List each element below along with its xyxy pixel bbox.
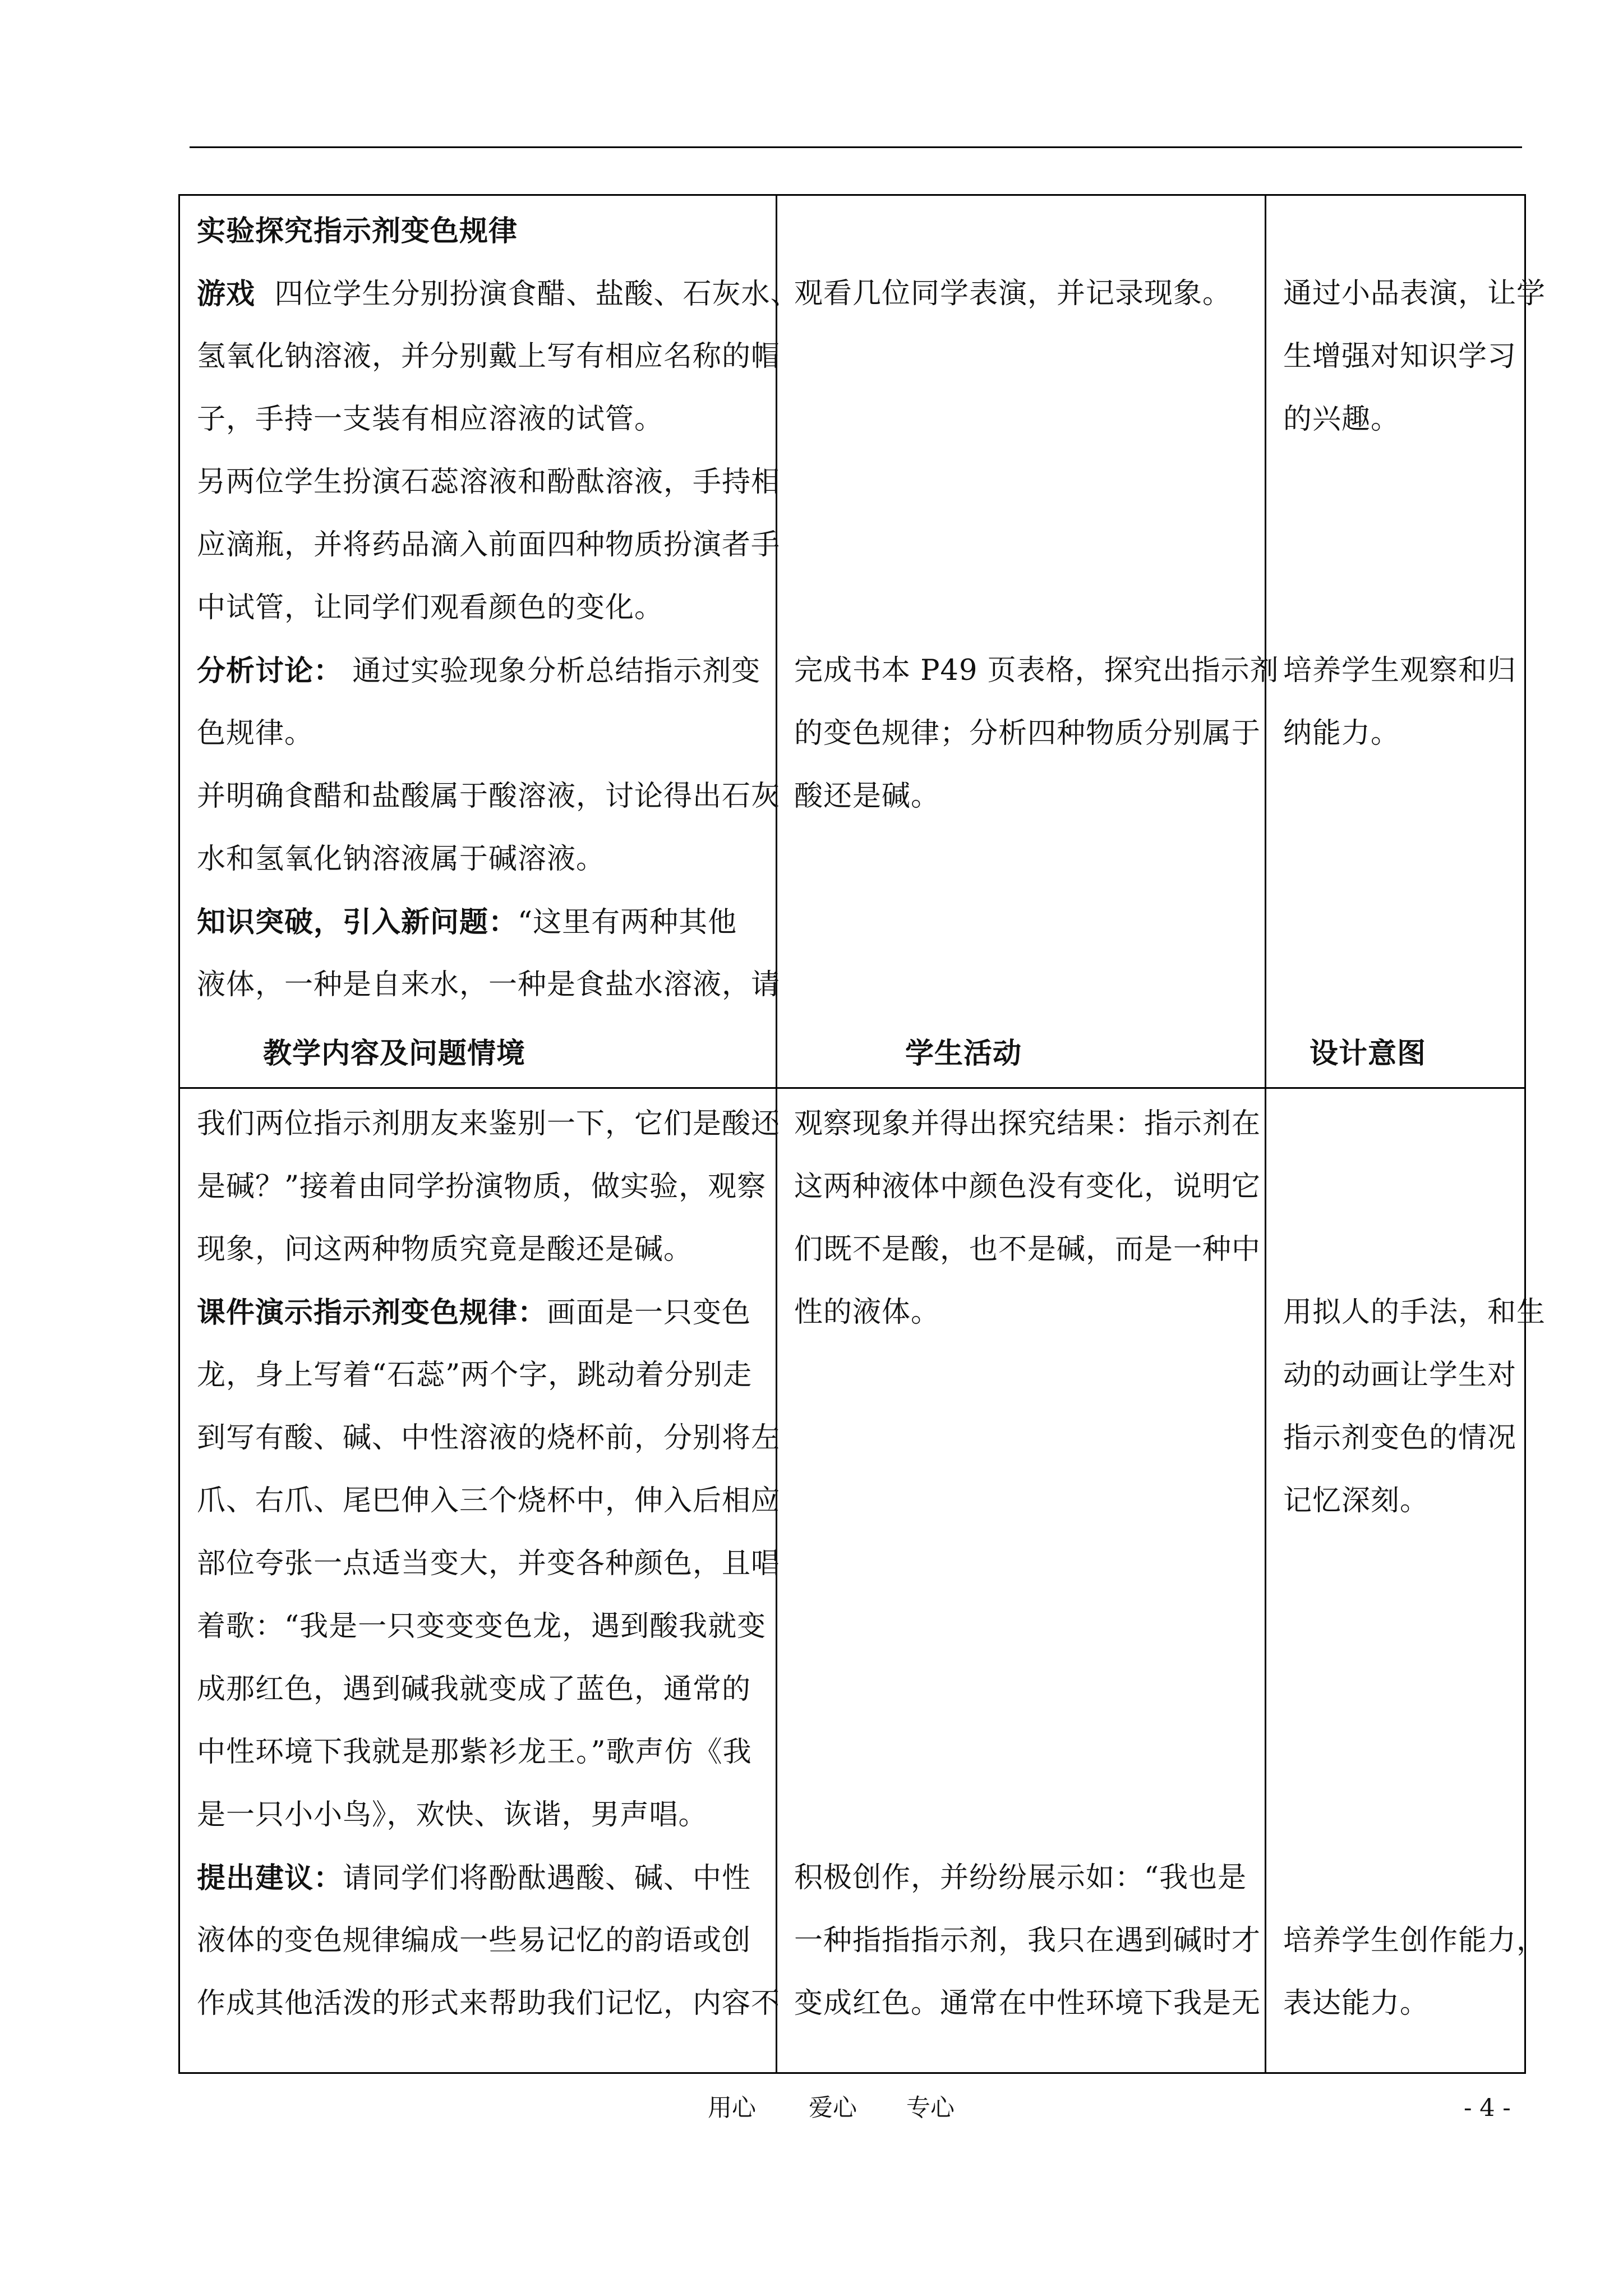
section-title: 实验探究指示剂变色规律 bbox=[197, 214, 518, 248]
continued-line-3: 现象，问这两种物质究竟是酸还是碱。 bbox=[197, 1233, 693, 1266]
breakthrough-line-2: 液体，一种是自来水，一种是食盐水溶液，请 bbox=[197, 968, 781, 1001]
table-bottom-border bbox=[178, 2072, 1526, 2074]
breakthrough-label: 知识突破，引入新问题： bbox=[197, 905, 518, 939]
footer-motto-2: 爱心 bbox=[809, 2094, 857, 2122]
game-label: 游戏 bbox=[197, 277, 256, 311]
table-right-border bbox=[1524, 194, 1526, 2074]
header-design-intent: 设计意图 bbox=[1310, 1037, 1427, 1070]
skit-intent-line-3: 的兴趣。 bbox=[1283, 403, 1400, 436]
game-line-3: 子，手持一支装有相应溶液的试管。 bbox=[197, 403, 664, 436]
skit-intent-line-1: 通过小品表演，让学 bbox=[1283, 277, 1546, 310]
cultivate-intent-line-2: 纳能力。 bbox=[1283, 717, 1400, 750]
suggest-line-3: 作成其他活泼的形式来帮助我们记忆，内容不 bbox=[197, 1987, 781, 2020]
other-students-line-3: 中试管，让同学们观看颜色的变化。 bbox=[197, 591, 664, 624]
suggest-line-1: 提出建议：请同学们将酚酞遇酸、碱、中性 bbox=[197, 1861, 751, 1895]
courseware-line-5: 部位夸张一点适当变大，并变各种颜色，且唱 bbox=[197, 1547, 781, 1580]
table-left-border bbox=[178, 194, 180, 2074]
book-task-line-1: 完成书本 P49 页表格，探究出指示剂 bbox=[794, 654, 1279, 687]
analysis-line-2: 色规律。 bbox=[197, 717, 314, 750]
observe-result-line-2: 这两种液体中颜色没有变化，说明它 bbox=[794, 1170, 1261, 1203]
analysis-line-1: 分析讨论： 通过实验现象分析总结指示剂变 bbox=[197, 654, 761, 688]
header-student-activity: 学生活动 bbox=[905, 1037, 1022, 1070]
courseware-line-8: 中性环境下我就是那紫衫龙王。”歌声仿《我 bbox=[197, 1736, 752, 1769]
clarify-line-2: 水和氢氧化钠溶液属于碱溶液。 bbox=[197, 843, 606, 876]
header-rule bbox=[190, 146, 1522, 148]
suggest-line-2: 液体的变色规律编成一些易记忆的韵语或创 bbox=[197, 1924, 751, 1957]
column-divider-2 bbox=[1265, 194, 1266, 2074]
create-line-3: 变成红色。通常在中性环境下我是无 bbox=[794, 1987, 1261, 2020]
footer-motto-1: 用心 bbox=[708, 2094, 756, 2122]
create-line-2: 一种指指指示剂，我只在遇到碱时才 bbox=[794, 1924, 1261, 1957]
personify-intent-line-3: 指示剂变色的情况 bbox=[1283, 1421, 1517, 1455]
book-task-line-2: 的变色规律；分析四种物质分别属于 bbox=[794, 717, 1261, 750]
page-number: - 4 - bbox=[1464, 2094, 1511, 2122]
personify-intent-line-2: 动的动画让学生对 bbox=[1283, 1359, 1517, 1392]
watch-performance-text: 观看几位同学表演，并记录现象。 bbox=[794, 277, 1232, 310]
observe-result-line-3: 们既不是酸，也不是碱，而是一种中 bbox=[794, 1233, 1261, 1266]
other-students-line-1: 另两位学生扮演石蕊溶液和酚酞溶液，手持相 bbox=[197, 466, 781, 499]
personify-intent-line-4: 记忆深刻。 bbox=[1283, 1484, 1430, 1517]
game-line-1: 游戏 四位学生分别扮演食醋、盐酸、石灰水、 bbox=[197, 277, 800, 311]
courseware-line-3: 到写有酸、碱、中性溶液的烧杯前，分别将左 bbox=[197, 1421, 781, 1455]
creative-intent-line-1: 培养学生创作能力， bbox=[1283, 1924, 1546, 1957]
header-teaching-content: 教学内容及问题情境 bbox=[263, 1037, 526, 1070]
book-task-line-3: 酸还是碱。 bbox=[794, 780, 940, 813]
suggest-label: 提出建议： bbox=[197, 1861, 343, 1895]
analysis-label: 分析讨论： bbox=[197, 654, 343, 688]
courseware-line-1: 课件演示指示剂变色规律：画面是一只变色 bbox=[197, 1296, 751, 1329]
courseware-line-9: 是一只小小鸟》，欢快、诙谐，男声唱。 bbox=[197, 1798, 708, 1832]
other-students-line-2: 应滴瓶，并将药品滴入前面四种物质扮演者手 bbox=[197, 528, 781, 562]
skit-intent-line-2: 生增强对知识学习 bbox=[1283, 340, 1517, 373]
personify-intent-line-1: 用拟人的手法，和生 bbox=[1283, 1296, 1546, 1329]
create-line-1: 积极创作，并纷纷展示如：“我也是 bbox=[794, 1861, 1247, 1894]
courseware-line-2: 龙，身上写着“石蕊”两个字，跳动着分别走 bbox=[197, 1359, 753, 1392]
breakthrough-line-1: 知识突破，引入新问题：“这里有两种其他 bbox=[197, 905, 737, 939]
courseware-line-7: 成那红色，遇到碱我就变成了蓝色，通常的 bbox=[197, 1673, 751, 1706]
cultivate-intent-line-1: 培养学生观察和归 bbox=[1283, 654, 1517, 687]
courseware-line-4: 爪、右爪、尾巴伸入三个烧杯中，伸入后相应 bbox=[197, 1484, 781, 1517]
continued-line-1: 我们两位指示剂朋友来鉴别一下，它们是酸还 bbox=[197, 1107, 781, 1140]
courseware-label: 课件演示指示剂变色规律： bbox=[197, 1296, 547, 1329]
game-line-2: 氢氧化钠溶液，并分别戴上写有相应名称的帽 bbox=[197, 340, 781, 373]
observe-result-line-1: 观察现象并得出探究结果：指示剂在 bbox=[794, 1107, 1261, 1140]
observe-result-line-4: 性的液体。 bbox=[794, 1296, 940, 1329]
header-row-bottom-border bbox=[178, 1087, 1526, 1089]
continued-line-2: 是碱？”接着由同学扮演物质，做实验，观察 bbox=[197, 1170, 767, 1203]
footer-motto-3: 专心 bbox=[906, 2094, 955, 2122]
table-top-border bbox=[178, 194, 1526, 196]
clarify-line-1: 并明确食醋和盐酸属于酸溶液，讨论得出石灰 bbox=[197, 780, 781, 813]
creative-intent-line-2: 表达能力。 bbox=[1283, 1987, 1430, 2020]
courseware-line-6: 着歌：“我是一只变变变色龙，遇到酸我就变 bbox=[197, 1610, 767, 1643]
